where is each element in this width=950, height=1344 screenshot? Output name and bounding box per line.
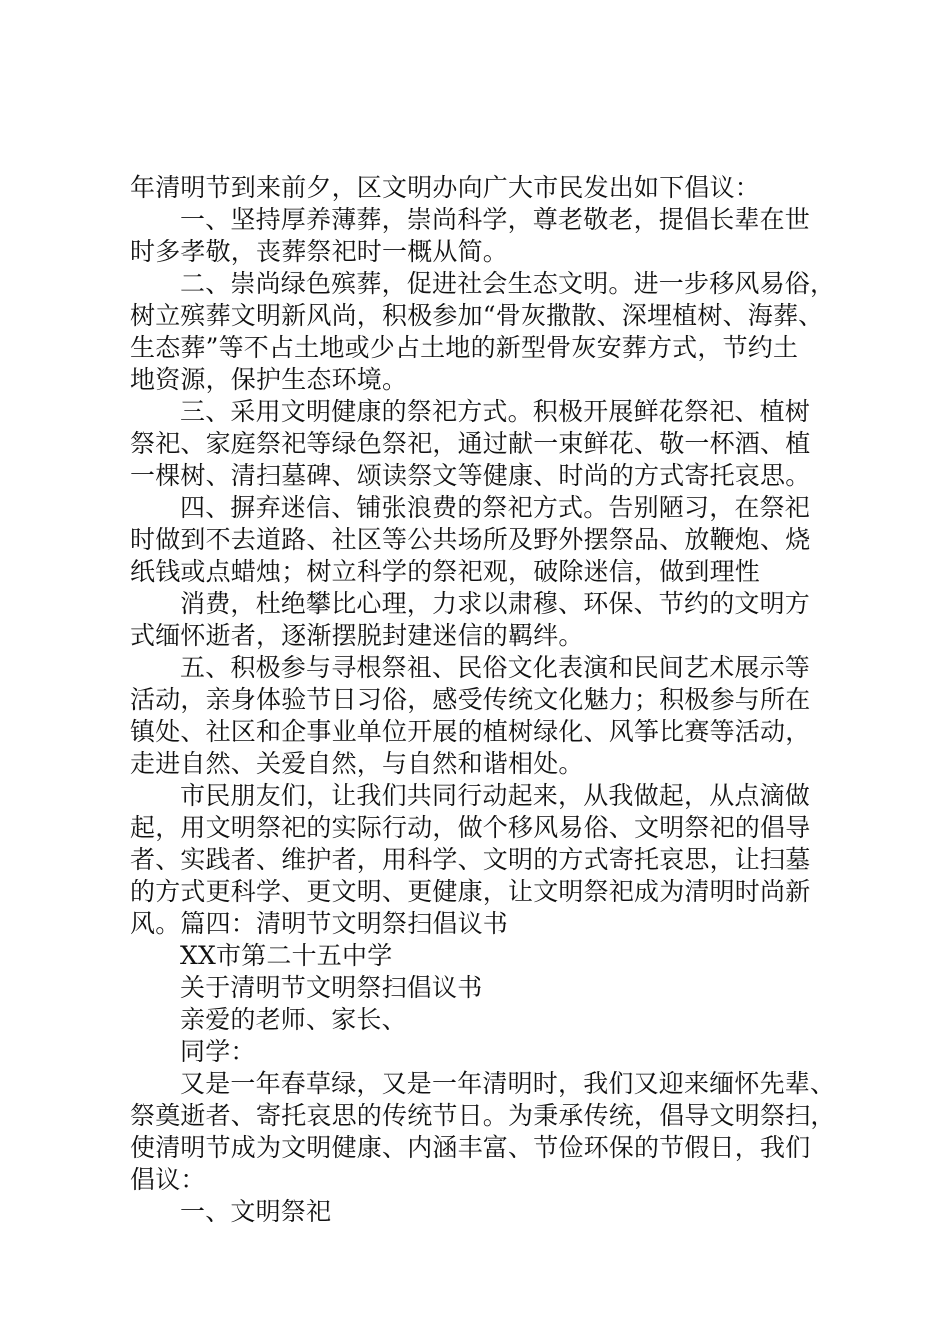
text-line: 亲爱的老师、家长、	[180, 1005, 407, 1034]
text-line: 起，用文明祭祀的实际行动，做个移风易俗、文明祭祀的倡导	[130, 813, 811, 842]
text-line: 生态葬”等不占土地或少占土地的新型骨灰安葬方式，节约土	[130, 333, 799, 362]
text-line: 使清明节成为文明健康、内涵丰富、节俭环保的节假日，我们	[130, 1133, 811, 1162]
text-line: 一棵树、清扫墓碑、颂读祭文等健康、时尚的方式寄托哀思。	[130, 461, 811, 490]
text-line: 时多孝敬，丧葬祭祀时一概从简。	[130, 237, 509, 266]
text-line: 又是一年春草绿，又是一年清明时，我们又迎来缅怀先辈、	[180, 1069, 836, 1098]
text-line: 者、实践者、维护者，用科学、文明的方式寄托哀思，让扫墓	[130, 845, 811, 874]
text-line: 消费，杜绝攀比心理，力求以肃穆、环保、节约的文明方	[180, 589, 811, 618]
text-line: 五、积极参与寻根祭祖、民俗文化表演和民间艺术展示等	[180, 653, 811, 682]
text-line: 地资源，保护生态环境。	[130, 365, 408, 394]
text-line: 倡议：	[130, 1165, 206, 1194]
text-line: 二、崇尚绿色殡葬，促进社会生态文明。进一步移风易俗，	[180, 269, 836, 298]
text-line: 一、文明祭祀	[180, 1197, 332, 1226]
text-line: 同学：	[180, 1037, 256, 1066]
text-line: 的方式更科学、更文明、更健康，让文明祭祀成为清明时尚新	[130, 877, 811, 906]
text-line: 纸钱或点蜡烛；树立科学的祭祀观，破除迷信，做到理性	[130, 557, 761, 586]
text-line: 年清明节到来前夕，区文明办向广大市民发出如下倡议：	[130, 173, 761, 202]
text-line: 一、坚持厚养薄葬，崇尚科学，尊老敬老，提倡长辈在世	[180, 205, 811, 234]
text-line: 时做到不去道路、社区等公共场所及野外摆祭品、放鞭炮、烧	[130, 525, 811, 554]
text-line: 镇处、社区和企事业单位开展的植树绿化、风筝比赛等活动，	[130, 717, 811, 746]
document-body	[130, 172, 836, 1228]
text-line: 活动，亲身体验节日习俗，感受传统文化魅力；积极参与所在	[130, 685, 811, 714]
text-line: XX市第二十五中学	[180, 941, 393, 970]
text-line: 风。篇四：清明节文明祭扫倡议书	[130, 909, 509, 938]
text-line: 式缅怀逝者，逐渐摆脱封建迷信的羁绊。	[130, 621, 584, 650]
text-line: 祭奠逝者、寄托哀思的传统节日。为秉承传统，倡导文明祭扫，	[130, 1101, 836, 1130]
text-line: 树立殡葬文明新风尚，积极参加“骨灰撒散、深埋植树、海葬、	[130, 301, 824, 330]
text-line: 三、采用文明健康的祭祀方式。积极开展鲜花祭祀、植树	[180, 397, 811, 426]
text-line: 关于清明节文明祭扫倡议书	[180, 973, 483, 1002]
text-line: 市民朋友们，让我们共同行动起来，从我做起，从点滴做	[180, 781, 811, 810]
text-line: 四、摒弃迷信、铺张浪费的祭祀方式。告别陋习，在祭祀	[180, 493, 811, 522]
text-line: 祭祀、家庭祭祀等绿色祭祀，通过献一束鲜花、敬一杯酒、植	[130, 429, 811, 458]
text-line: 走进自然、关爱自然，与自然和谐相处。	[130, 749, 584, 778]
